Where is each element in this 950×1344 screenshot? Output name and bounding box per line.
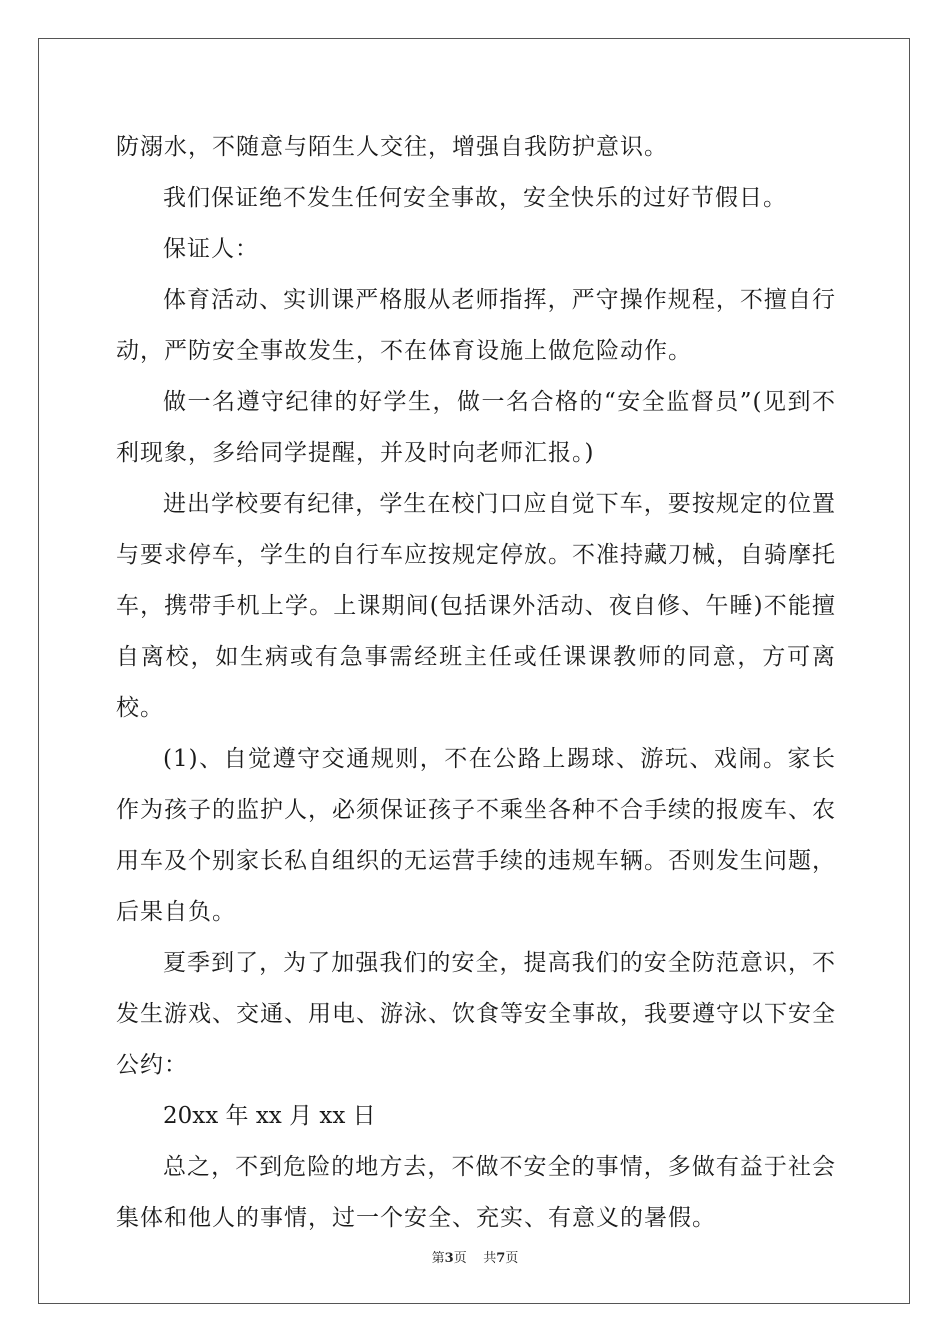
footer-page-suffix: 页: [453, 1251, 467, 1266]
paragraph-4: 体育活动、实训课严格服从老师指挥，严守操作规程，不擅自行动，严防安全事故发生，不在体育设施上做危险动作。: [116, 287, 836, 364]
paragraph-2: 我们保证绝不发生任何安全事故，安全快乐的过好节假日。: [163, 185, 787, 211]
paragraph-8: 夏季到了，为了加强我们的安全，提高我们的安全防范意识，不发生游戏、交通、用电、游泳、饮食等安全事故，我要遵守以下安全公约：: [116, 950, 836, 1078]
footer-total-prefix: 共: [483, 1251, 497, 1266]
footer-total-suffix: 页: [505, 1251, 519, 1266]
document-body: [116, 122, 836, 1244]
paragraph-7: (1)、自觉遵守交通规则，不在公路上踢球、游玩、戏闹。家长作为孩子的监护人，必须保证孩子不乘坐各种不合手续的报废车、农用车及个别家长私自组织的无运营手续的违规车辆。否则发生问题，后果自负。: [116, 746, 836, 925]
paragraph-3: 保证人：: [163, 236, 259, 262]
page-footer: [0, 1247, 950, 1266]
paragraph-6: 进出学校要有纪律，学生在校门口应自觉下车，要按规定的位置与要求停车，学生的自行车应按规定停放。不准持藏刀械，自骑摩托车，携带手机上学。上课期间(包括课外活动、夜自修、午睡)不能擅自离校，如生病或有急事需经班主任或任课课教师的同意，方可离校。: [116, 491, 836, 721]
closing-paragraph: 总之，不到危险的地方去，不做不安全的事情，多做有益于社会集体和他人的事情，过一个安全、充实、有意义的暑假。: [116, 1154, 836, 1231]
footer-page-current: 3: [444, 1251, 454, 1266]
footer-page-prefix: 第: [431, 1251, 445, 1266]
paragraph-1: 防溺水，不随意与陌生人交往，增强自我防护意识。: [116, 134, 668, 160]
footer-page-total: 7: [496, 1251, 506, 1266]
date-line: 20xx 年 xx 月 xx 日: [163, 1103, 376, 1129]
paragraph-5: 做一名遵守纪律的好学生，做一名合格的“安全监督员”(见到不利现象，多给同学提醒，并及时向老师汇报。): [116, 389, 836, 466]
